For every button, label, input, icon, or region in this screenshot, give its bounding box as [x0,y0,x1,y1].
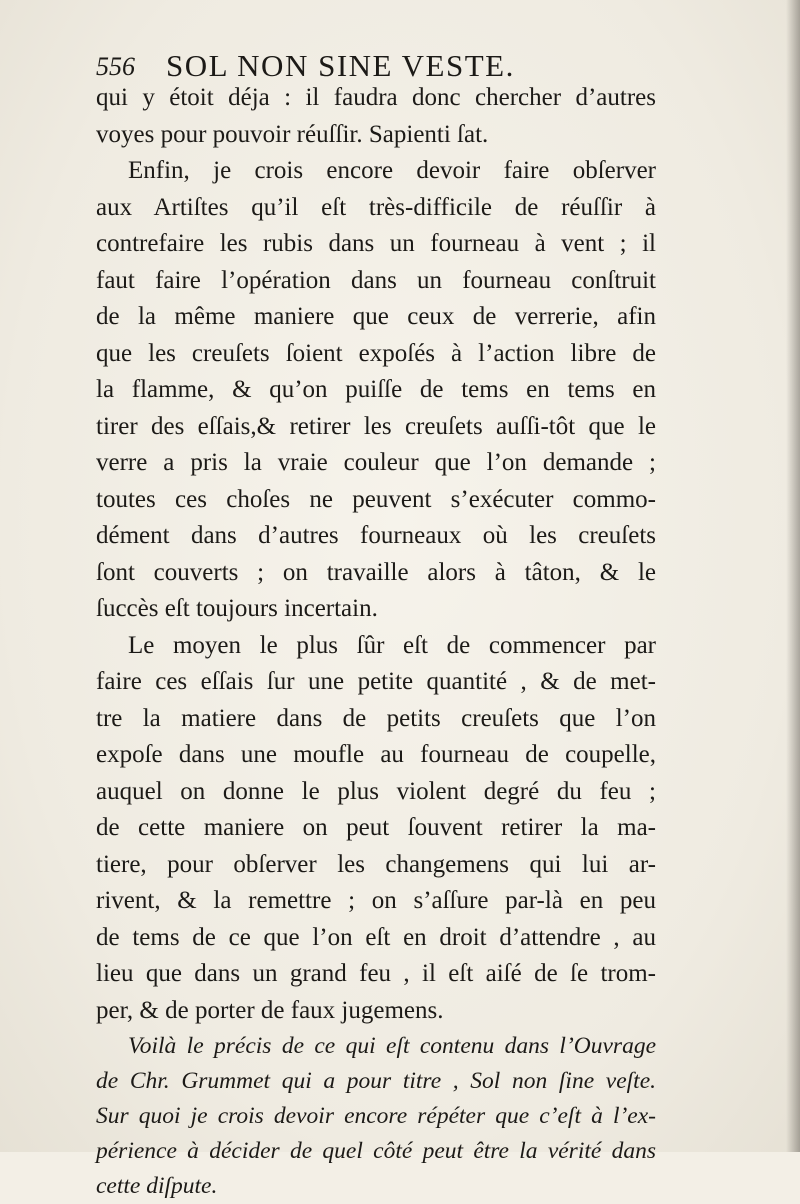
text-line: tirer des eſſais,& retirer les creuſets auſſi-tôt que le [96,412,656,440]
text-line: dément dans d’autres fourneaux où les creuſets [96,522,656,549]
text-line: auquel on donne le plus violent degré du feu ; [96,777,656,805]
text-line: expoſe dans une moufle au fourneau de coupelle, [96,741,656,768]
body-text [96,80,656,1204]
closing-line: périence à décider de quel côté peut être la vérité dans [96,1138,656,1164]
page-number: 556 [96,52,135,81]
text-line: faut faire l’opération dans un fourneau conſtruit [96,266,656,294]
text-line: que les creuſets ſoient expoſés à l’action libre de [96,339,656,367]
text-line: verre a pris la vraie couleur que l’on demande ; [96,449,656,476]
text-line: lieu que dans un grand feu , il eſt aiſé de ſe trom- [96,960,656,987]
page-edge-shadow [786,0,800,1152]
text-line: tiere, pour obſerver les changemens qui lui ar- [96,850,656,878]
text-line: la flamme, & qu’on puiſſe de tems en tems en [96,376,656,403]
text-line: faire ces eſſais ſur une petite quantité , & de met- [96,668,656,695]
text-line: rivent, & la remettre ; on s’aſſure par-là en peu [96,887,656,914]
text-line: toutes ces choſes ne peuvent s’exécuter commo- [96,485,656,513]
text-line: Le moyen le plus ſûr eſt de commencer par [128,631,656,659]
text-line: voyes pour pouvoir réuſſir. Sapienti ſat. [96,120,489,148]
text-line: Enfin, je crois encore devoir faire obſerver [128,157,656,184]
text-line: ſont couverts ; on travaille alors à tâton, & le [96,558,656,586]
text-line: contrefaire les rubis dans un fourneau à vent ; il [96,230,656,257]
running-title: SOL NON SINE VESTE. [166,48,515,83]
text-line: per, & de porter de faux jugemens. [96,996,444,1024]
closing-line: de Chr. Grummet qui a pour titre , Sol non ſine veſte. [96,1068,656,1094]
closing-line: Voilà le précis de ce qui eſt contenu dans l’Ouvrage [128,1033,656,1059]
text-line: aux Artiſtes qu’il eſt très-difficile de réuſſir à [96,193,656,221]
text-line: de cette maniere on peut ſouvent retirer la ma- [96,814,656,841]
closing-line: cette diſpute. [96,1173,218,1199]
text-line: ſuccès eſt toujours incertain. [96,595,378,622]
text-line: qui y étoit déja : il faudra donc chercher d’autres [96,84,656,111]
text-line: de la même maniere que ceux de verrerie, afin [96,303,656,330]
closing-line: Sur quoi je crois devoir encore répéter que c’eſt à l’ex- [96,1103,656,1129]
text-line: tre la matiere dans de petits creuſets que l’on [96,704,656,732]
text-line: de tems de ce que l’on eſt en droit d’attendre , au [96,923,656,951]
